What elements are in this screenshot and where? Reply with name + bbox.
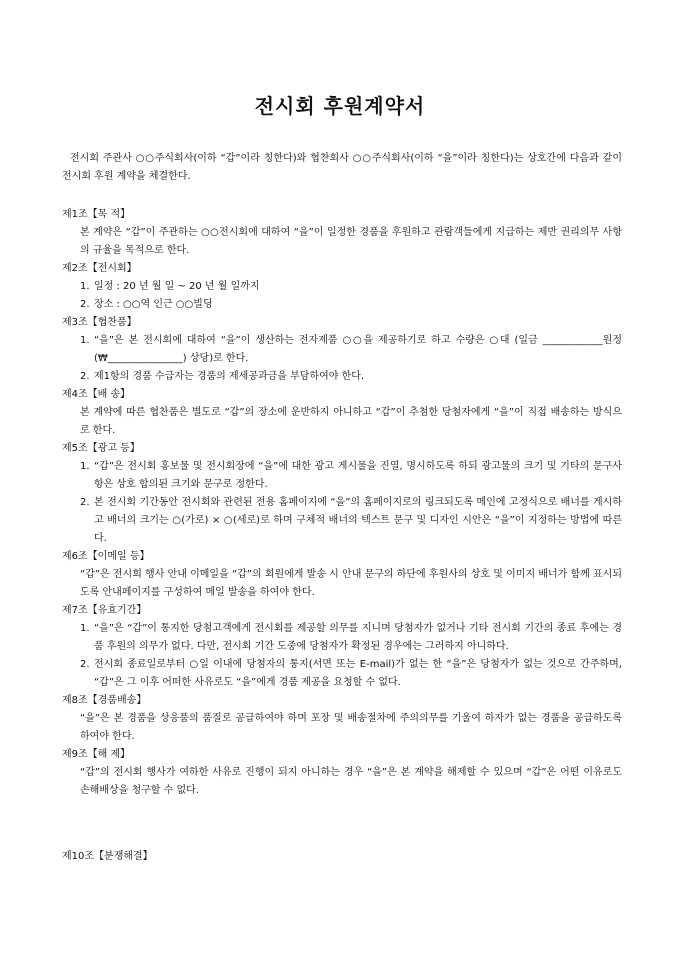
article-items xyxy=(62,278,622,314)
item-number: 2. xyxy=(80,659,90,670)
intro-paragraph: 전시회 주관사 ○○주식회사(이하 “갑”이라 칭한다)와 협찬회사 ○○주식회사(이하 “을”이라 칭한다)는 상호간에 다음과 같이 전시회 후원 계약을 체결한다. xyxy=(62,153,622,182)
articles-section xyxy=(62,206,622,800)
article-10-heading: 제10조【분쟁해결】 xyxy=(62,851,153,862)
list-item xyxy=(62,620,622,656)
list-item xyxy=(62,458,622,494)
article-heading: 제7조【유효기간】 xyxy=(62,605,147,616)
article-heading: 제5조【광고 등】 xyxy=(62,443,140,454)
list-item xyxy=(62,332,622,368)
list-item xyxy=(62,278,622,296)
item-number: 2. xyxy=(80,497,90,508)
item-text: 장소 : ○○역 인근 ○○빌딩 xyxy=(94,299,213,310)
item-text: 일정 : 20 년 월 일 ~ 20 년 월 일까지 xyxy=(94,281,260,292)
article-2 xyxy=(62,260,622,314)
item-number: 1. xyxy=(80,461,90,472)
item-number: 2. xyxy=(80,299,90,310)
article-7 xyxy=(62,602,622,692)
article-heading: 제4조【배 송】 xyxy=(62,389,131,400)
article-text: 본 계약에 따른 협찬품은 별도로 “갑”의 장소에 운반하지 아니하고 “갑”이 추첨한 당첨자에게 “을”이 직접 배송하는 방식으로 한다. xyxy=(80,407,622,436)
article-9 xyxy=(62,746,622,800)
article-text: “갑”의 전시회 행사가 여하한 사유로 진행이 되지 아니하는 경우 “을”은 본 계약을 해제할 수 있으며 “갑”은 어떤 이유로도 손해배상을 청구할 수 없다. xyxy=(80,767,622,796)
article-1 xyxy=(62,206,622,260)
list-item xyxy=(62,296,622,314)
article-heading: 제6조【이메일 등】 xyxy=(62,551,150,562)
article-text: 본 계약은 “갑”이 주관하는 ○○전시회에 대하여 “을”이 일정한 경품을 후원하고 관람객들에게 지급하는 제반 권리의무 사항의 규율을 목적으로 한다. xyxy=(80,227,622,256)
list-item xyxy=(62,656,622,692)
article-5 xyxy=(62,440,622,548)
item-number: 1. xyxy=(80,281,90,292)
article-items xyxy=(62,458,622,548)
article-text: “갑”은 전시회 행사 안내 이메일을 “갑”의 회원에게 발송 시 안내 문구의 하단에 후원사의 상호 및 이미지 배너가 함께 표시되도록 안내페이지를 구성하여 메일 발송을 하여야 한다. xyxy=(80,569,622,598)
item-number: 2. xyxy=(80,371,90,382)
document-title: 전시회 후원계약서 xyxy=(254,94,426,118)
article-heading: 제2조【전시회】 xyxy=(62,263,137,274)
article-items xyxy=(62,332,622,386)
article-8 xyxy=(62,692,622,746)
item-number: 1. xyxy=(80,623,90,634)
article-heading: 제1조【목 적】 xyxy=(62,209,131,220)
article-text: “을”은 본 경품을 상응품의 품질로 공급하여야 하며 포장 및 배송절차에 주의의무를 기울여 하자가 없는 경품을 공급하도록 하여야 한다. xyxy=(80,713,622,742)
article-4 xyxy=(62,386,622,440)
item-text: 전시회 종료일로부터 ○일 이내에 당첨자의 통지(서면 또는 E-mail)가 없는 한 “을”은 당첨자가 없는 것으로 간주하며, “갑”은 그 이후 어떠한 사유로도 “을”에게 경품 제공을 요청할 수 없다. xyxy=(94,659,622,688)
list-item xyxy=(62,494,622,548)
article-items xyxy=(62,620,622,692)
item-text: “을”은 “갑”이 통지한 당첨고객에게 전시회를 제공할 의무를 지니며 당첨자가 없거나 기타 전시회 기간의 종료 후에는 경품 후원의 의무가 없다. 다만, 전시회 기간 도중에 당첨자가 확정된 경우에는 그러하지 아니하다. xyxy=(94,623,622,652)
article-heading: 제3조【협찬품】 xyxy=(62,317,137,328)
article-3 xyxy=(62,314,622,386)
article-6 xyxy=(62,548,622,602)
item-text: “을”은 본 전시회에 대하여 “을”이 생산하는 전자제품 ○○을 제공하기로 하고 수량은 ○대 (일금 ____________원정 (₩_______________) 상당)로 한다. xyxy=(94,335,622,364)
item-number: 1. xyxy=(80,335,90,346)
article-heading: 제9조【해 제】 xyxy=(62,749,131,760)
article-heading: 제8조【경품배송】 xyxy=(62,695,147,706)
item-text: 본 전시회 기간동안 전시회와 관련된 전용 홈페이지에 “을”의 홈페이지로의 링크되도록 메인에 고정식으로 배너를 게시하고 배너의 크기는 ○(가로) × ○(세로)로 하며 구체적 배너의 텍스트 문구 및 디자인 시안은 “을”이 지정하는 방법에 따른다. xyxy=(94,497,622,544)
item-text: “갑”은 전시회 홍보물 및 전시회장에 “을”에 대한 광고 게시물을 진열, 명시하도록 하되 광고물의 크기 및 기타의 문구사항은 상호 합의된 크기와 문구로 정한다. xyxy=(94,461,622,490)
item-text: 제1항의 경품 수급자는 경품의 제세공과금을 부담하여야 한다. xyxy=(94,371,365,382)
list-item xyxy=(62,368,622,386)
intro-section xyxy=(62,150,622,186)
